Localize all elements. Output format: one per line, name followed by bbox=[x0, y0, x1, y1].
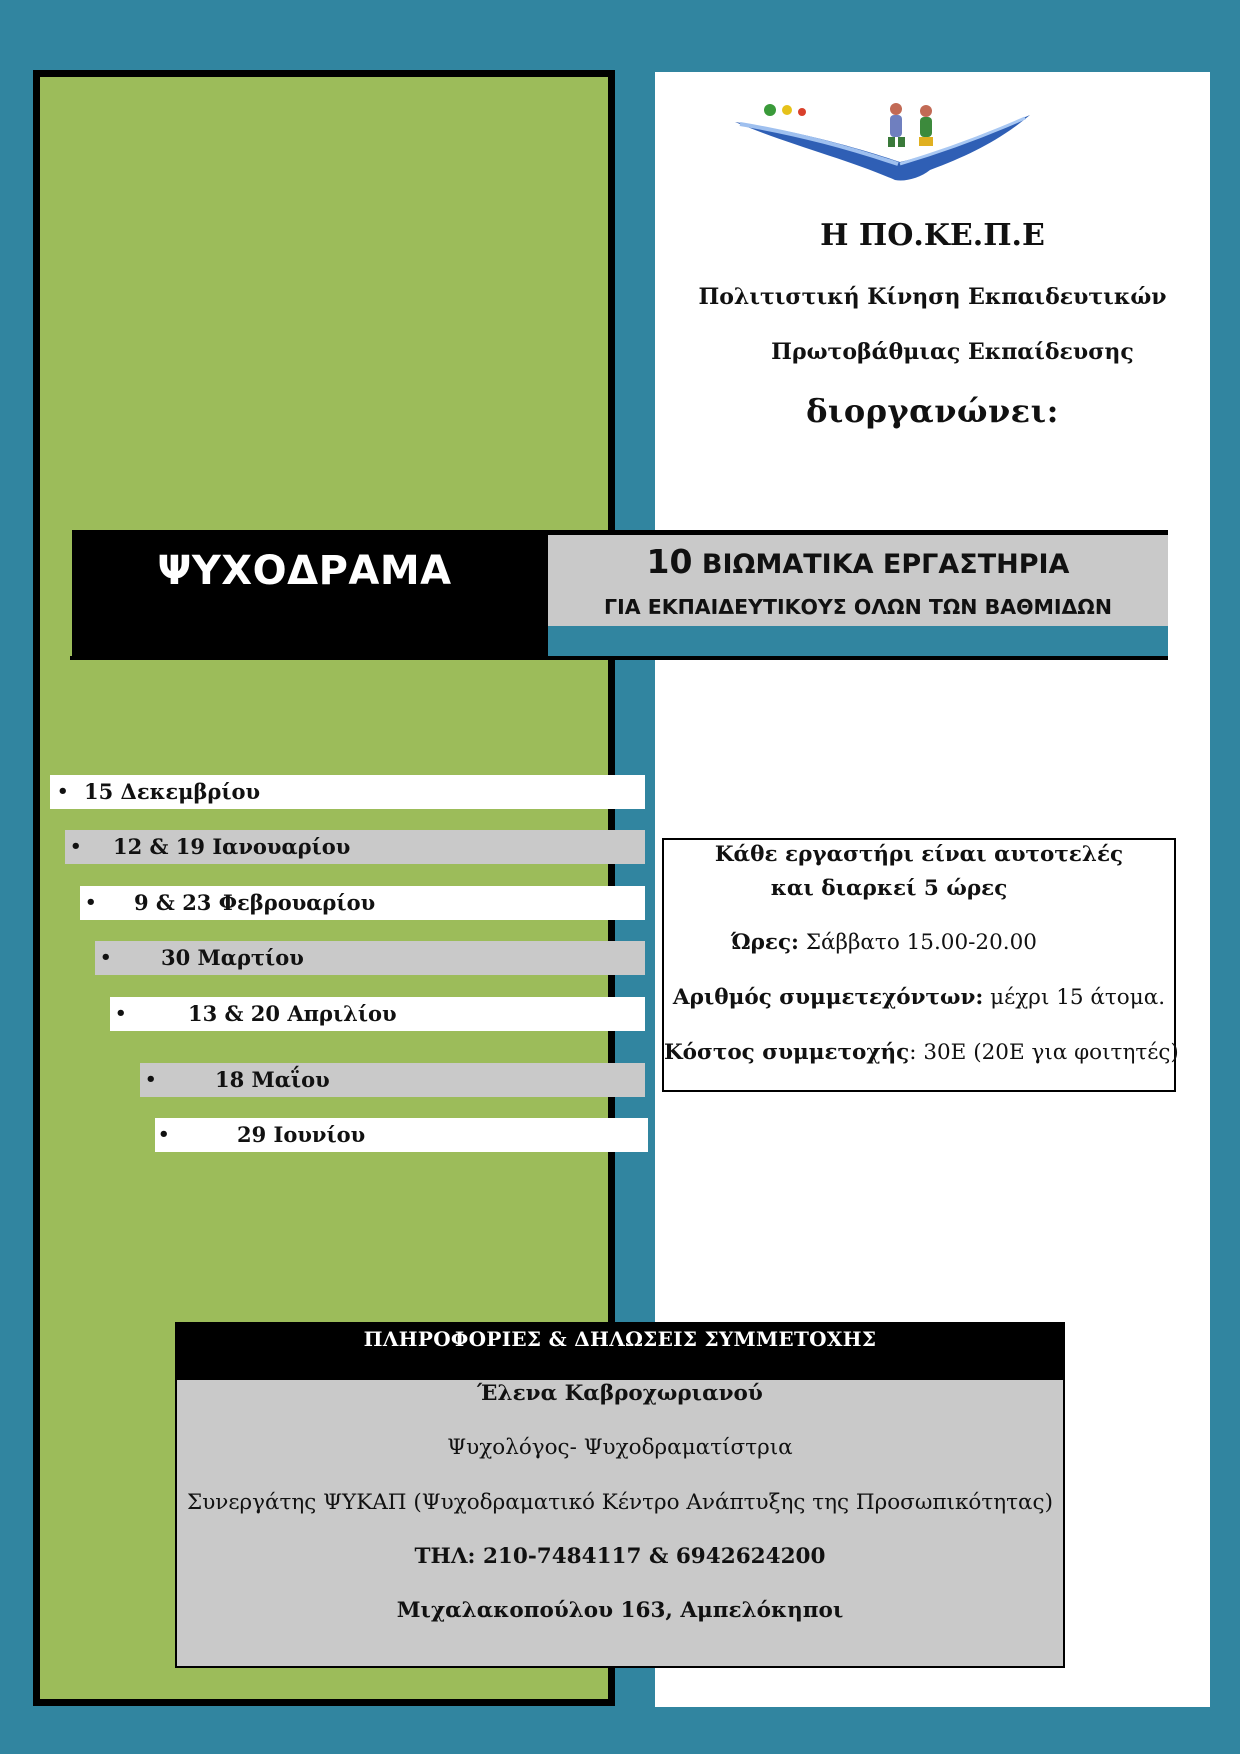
contact-box bbox=[175, 1380, 1065, 1668]
subtitle-banner-stripe bbox=[548, 626, 1168, 656]
info-duration-line: και διαρκεί 5 ώρες bbox=[770, 876, 1008, 901]
organization-logo bbox=[730, 100, 1040, 182]
date-item bbox=[155, 1118, 648, 1152]
bullet-icon: • bbox=[85, 892, 97, 913]
bullet-icon: • bbox=[158, 1124, 170, 1145]
bullet-icon: • bbox=[57, 781, 69, 802]
org-name: Η ΠΟ.ΚΕ.Π.Ε bbox=[820, 218, 1045, 253]
date-item bbox=[95, 941, 645, 975]
bullet-icon: • bbox=[70, 836, 82, 857]
workshops-heading bbox=[548, 542, 1168, 581]
bullet-icon: • bbox=[115, 1003, 127, 1024]
bullet-icon: • bbox=[100, 947, 112, 968]
organizes-heading: διοργανώνει: bbox=[806, 392, 1059, 430]
date-text: 13 & 20 Απριλίου bbox=[188, 1001, 397, 1026]
org-full-name-line2: Πρωτοβάθμιας Εκπαίδευσης bbox=[771, 339, 1134, 365]
contact-phone: ΤΗΛ: 210-7484117 & 6942624200 bbox=[414, 1544, 826, 1569]
contact-address: Μιχαλακοπούλου 163, Αμπελόκηποι bbox=[396, 1598, 844, 1623]
event-title: ΨΥΧΟΔΡΑΜΑ bbox=[157, 548, 452, 594]
audience-text: ΓΙΑ ΕΚΠΑΙΔΕΥΤΙΚΟΥΣ ΟΛΩΝ ΤΩΝ ΒΑΘΜΙΔΩΝ bbox=[604, 595, 1112, 619]
org-full-name-line1: Πολιτιστική Κίνηση Εκπαιδευτικών bbox=[698, 284, 1167, 310]
contact-affiliation: Συνεργάτης ΨΥΚΑΠ (Ψυχοδραματικό Κέντρο Ανάπτυξης της Προσωπικότητας) bbox=[187, 1490, 1053, 1515]
date-text: 9 & 23 Φεβρουαρίου bbox=[134, 890, 376, 915]
hours-label: Ώρες: bbox=[731, 930, 799, 955]
hours-value: Σάββατο 15.00-20.00 bbox=[799, 930, 1037, 955]
date-text: 15 Δεκεμβρίου bbox=[84, 779, 261, 804]
participants-value: μέχρι 15 άτομα. bbox=[983, 985, 1166, 1010]
date-item bbox=[80, 886, 645, 920]
cost-value: : 30Ε (20Ε για φοιτητές) bbox=[909, 1040, 1179, 1065]
date-text: 30 Μαρτίου bbox=[161, 945, 304, 970]
info-cost-line bbox=[664, 1040, 1179, 1065]
date-text: 29 Ιουνίου bbox=[237, 1122, 366, 1147]
date-text: 12 & 19 Ιανουαρίου bbox=[113, 834, 351, 859]
info-hours-line bbox=[664, 930, 1174, 955]
workshops-count: 10 bbox=[646, 542, 693, 581]
workshop-info-box bbox=[662, 838, 1179, 1092]
contact-header: ΠΛΗΡΟΦΟΡΙΕΣ & ΔΗΛΩΣΕΙΣ ΣΥΜΜΕΤΟΧΗΣ bbox=[175, 1322, 1065, 1380]
date-item bbox=[65, 830, 645, 864]
contact-name: Έλενα Καβροχωριανού bbox=[477, 1381, 763, 1406]
workshops-label: ΒΙΩΜΑΤΙΚΑ ΕΡΓΑΣΤΗΡΙΑ bbox=[701, 549, 1070, 580]
bullet-icon: • bbox=[145, 1069, 157, 1090]
cost-label: Κόστος συμμετοχής bbox=[664, 1040, 910, 1065]
info-standalone-line: Κάθε εργαστήρι είναι αυτοτελές bbox=[714, 842, 1124, 867]
date-item bbox=[50, 775, 645, 809]
participants-label: Αριθμός συμμετεχόντων: bbox=[672, 985, 984, 1010]
contact-role: Ψυχολόγος- Ψυχοδραματίστρια bbox=[447, 1435, 793, 1460]
date-item bbox=[110, 997, 645, 1031]
date-item bbox=[140, 1063, 645, 1097]
banner-divider bbox=[70, 656, 1168, 660]
info-participants-line bbox=[664, 985, 1174, 1010]
date-text: 18 Μαΐου bbox=[215, 1067, 330, 1092]
